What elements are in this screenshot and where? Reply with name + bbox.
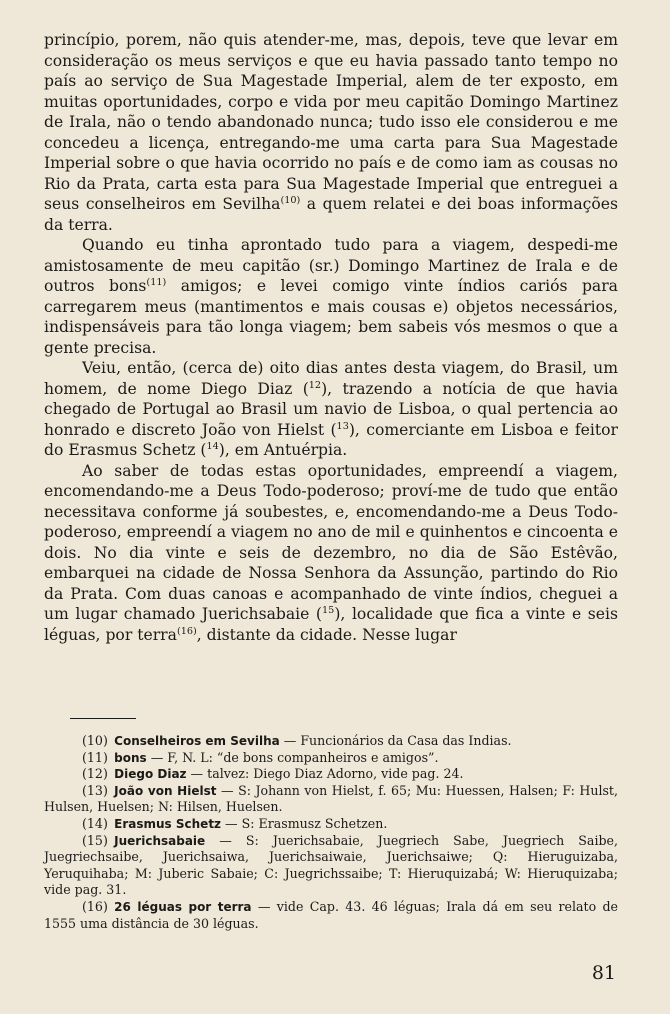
main-text (44, 30, 618, 645)
text-run: , distante da cidade. Nesse lugar (196, 625, 457, 644)
footnote-text: — Funcionários da Casa das Indias. (279, 733, 512, 748)
text-run: ), localidade que fica a vinte e seis léguas, por terra (44, 605, 618, 644)
footnote (44, 750, 618, 767)
footnotes (44, 733, 618, 932)
footnote (44, 733, 618, 750)
text-run: amigos; e levei comigo vinte índios cariós para carregarem meus (mantimentos e mais cousas e) objetos necessários, indispensáveis para tão longa viagem; bem sabeis vós mesmos o que a gente precisa. (44, 277, 618, 357)
text-run: ), trazendo a notícia de que havia chegado de Portugal ao Brasil um navio de Lisboa, o qual pertencia ao honrado e discreto João von Hielst ( (44, 379, 618, 439)
footnote-divider (70, 718, 136, 719)
footnote-term: bons (114, 750, 147, 765)
footnote-text: — talvez: Diego Diaz Adorno, vide pag. 24. (186, 766, 464, 782)
text-run: ), comerciante em Lisboa e feitor do Erasmus Schetz ( (44, 420, 619, 459)
footnote-ref: 15 (322, 605, 335, 617)
paragraph (44, 30, 618, 235)
text-run: Veiu, então, (cerca de) oito dias antes desta viagem, do Brasil, um homem, de nome Diego Diaz ( (44, 359, 618, 398)
page-number: 81 (591, 962, 616, 984)
footnote-number: (12) (82, 766, 108, 782)
footnote-term: Juerichsabaie (114, 833, 206, 848)
footnote-text: — S: Erasmusz Schetzen. (221, 815, 388, 831)
footnote-text: — F, N. L: “de bons companheiros e amigos”. (146, 749, 439, 765)
footnote (44, 899, 618, 932)
footnote-ref: 12 (308, 379, 322, 391)
footnote-number: (15) (82, 832, 108, 848)
footnote-term: Diego Diaz (114, 767, 187, 782)
text-run: a quem relatei e dei boas informações da terra. (44, 195, 618, 234)
footnote-ref: 14 (206, 441, 219, 453)
text-run: Ao saber de todas estas oportunidades, empreendí a viagem, encomendando-me a Deus Todo-poderoso; proví-me de tudo que então necessitava conforme já soubestes, e, encomendando-me a Deus Todo-poderoso, empreendí a viagem no ano de mil e quinhentos e cincoenta e dois. No dia vinte e seis de dezembro, no dia de São Estêvão, embarquei na cidade de Nossa Senhora da Assunção, partindo do Rio da Prata. Com duas canoas e acompanhado de vinte índios, cheguei a um lugar chamado Juerichsabaie ( (44, 461, 618, 623)
footnote-number: (11) (82, 749, 108, 765)
footnote-text: — S: Johann von Hielst, f. 65; Mu: Huessen, Halsen; F: Hulst, Hulsen, Huelsen; N: Hilsen, Huelsen. (44, 782, 618, 815)
paragraph (44, 358, 618, 461)
footnote-ref: 13 (336, 420, 349, 432)
footnote-term: João von Hielst (114, 783, 217, 798)
footnote-term: Erasmus Schetz (114, 816, 222, 831)
footnote (44, 833, 618, 899)
footnote-ref: (10) (280, 195, 301, 207)
text-run: Quando eu tinha aprontado tudo para a viagem, despedi-me amistosamente de meu capitão (sr.) Domingo Martinez de Irala e de outros bons (44, 236, 618, 295)
text-run: ), em Antuérpia. (218, 441, 348, 459)
footnote-number: (10) (82, 733, 108, 748)
footnote-number: (13) (82, 782, 108, 798)
footnote-number: (16) (82, 898, 108, 914)
footnote-term: Conselheiros em Sevilha (114, 734, 280, 748)
paragraph (44, 235, 618, 358)
footnote-ref: (11) (146, 277, 167, 289)
footnote-text: — S: Juerichsabaie, Juegriech Sabe, Juegriech Saibe, Juegriechsaibe, Juerichsaiwa, Juerichsaiwaie, Juerichsaiwe; Q: Hieruguizaba, Yeruquihaba; M: Juberic Sabaie; C: Juegrichssaibe; T: Hieruquizabá; W: Hieruquizaba; vide pag. 31. (44, 832, 618, 898)
footnote (44, 816, 618, 833)
footnote-number: (14) (82, 815, 108, 831)
footnote-text: — vide Cap. 43. 46 léguas; Irala dá em seu relato de 1555 uma distância de 30 léguas. (44, 898, 619, 931)
footnote-ref: (16) (176, 625, 197, 637)
text-run: princípio, porem, não quis atender-me, mas, depois, teve que levar em consideração os meus serviços e que eu havia passado tanto tempo no país ao serviço de Sua Magestade Imperial, alem de ter exposto, em muitas oportunidades, corpo e vida por meu capitão Domingo Martinez de Irala, não o tendo abandonado nunca; tudo isso ele considerou e me concedeu a licença, entregando-me uma carta para Sua Magestade Imperial sobre o que havia ocorrido no país e de como iam as cousas no Rio da Prata, carta esta para Sua Magestade Imperial que entreguei a seus conselheiros em Sevilha (44, 31, 618, 213)
footnote (44, 766, 618, 783)
footnote (44, 783, 618, 816)
paragraph (44, 461, 618, 646)
footnote-term: 26 léguas por terra (114, 899, 252, 914)
